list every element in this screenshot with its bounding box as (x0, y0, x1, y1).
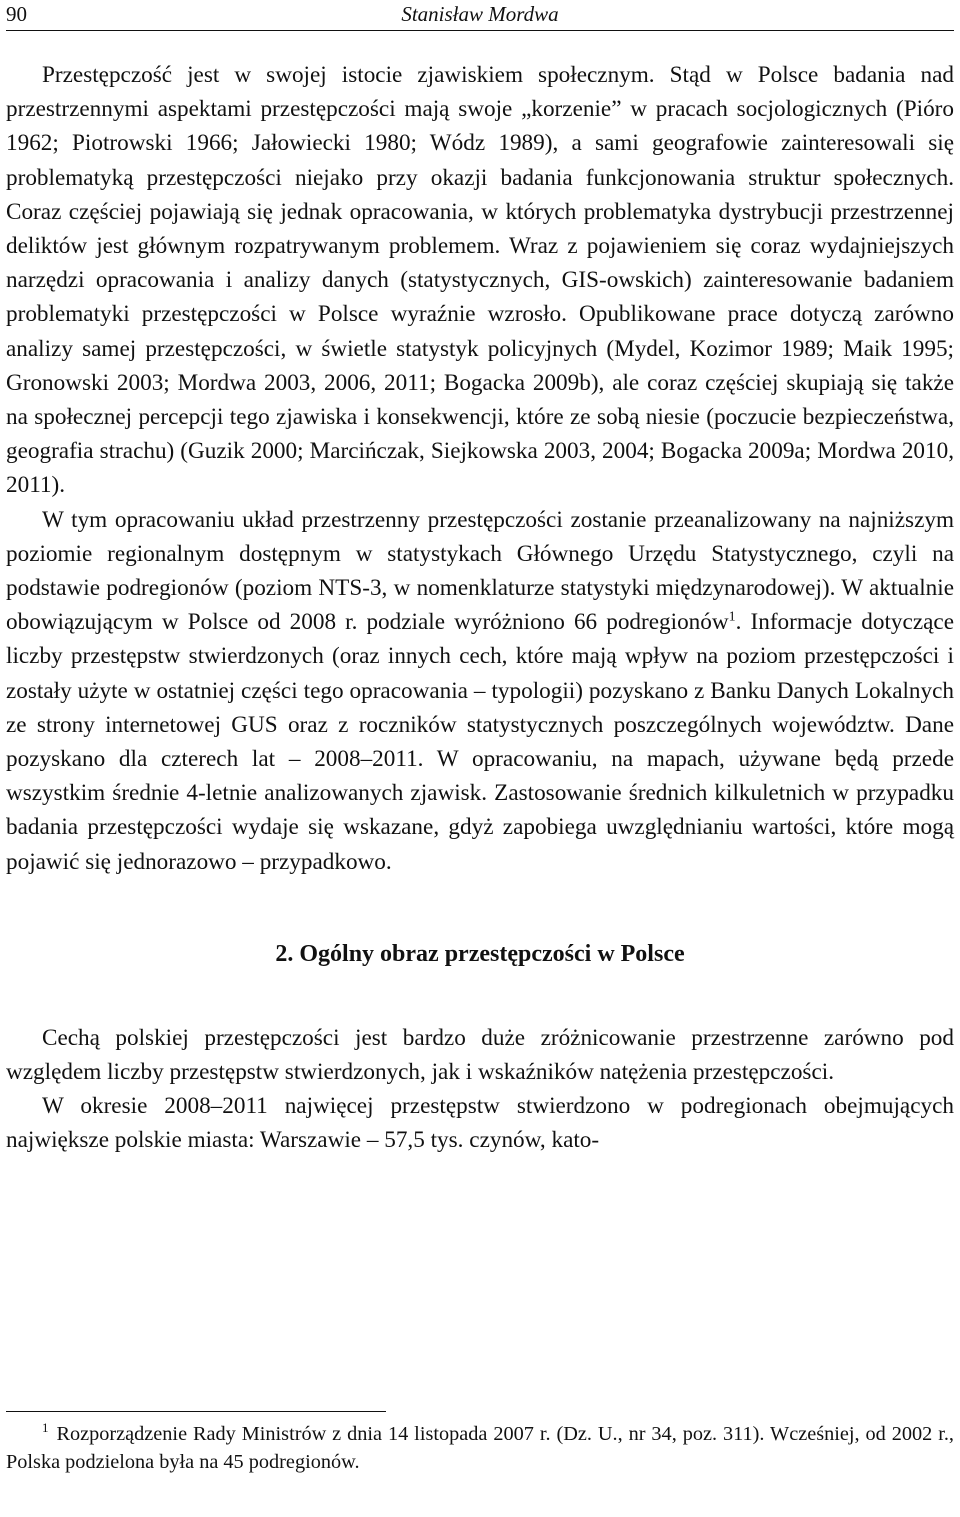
footnote-text: Rozporządzenie Rady Ministrów z dnia 14 listopada 2007 r. (Dz. U., nr 34, poz. 311). Wcześniej, od 2002 r., Polska podzielona była na 45 podregionów. (6, 1423, 954, 1473)
paragraph-2 (6, 503, 954, 879)
running-head: Stanisław Mordwa (401, 2, 559, 26)
paragraph-3: Cechą polskiej przestępczości jest bardzo duże zróżnicowanie przestrzenne zarówno pod względem liczby przestępstw stwierdzonych, jak i wskaźników natężenia przestępczości. (6, 1024, 954, 1086)
footnote-mark: 1 (42, 1420, 49, 1436)
paragraph-4: W okresie 2008–2011 najwięcej przestępstw stwierdzono w podregionach obejmujących największe polskie miasta: Warszawie – 57,5 tys. czynów, kato- (6, 1093, 954, 1154)
paragraph-1: Przestępczość jest w swojej istocie zjawiskiem społecznym. Stąd w Polsce badania nad przestrzennymi aspektami przestępczości mają swoje „korzenie” w pracach socjologicznych (Pióro 1962; Piotrowski 1966; Jałowiecki 1980; Wódz 1989), a sami geografowie zainteresowali się problematyką przestępczości niejako przy okazji badania funkcjonowania struktur społecznych. Coraz częściej pojawiają się jednak opracowania, w których problematyka dystrybucji przestrzennej deliktów jest głównym rozpatrywanym problemem. Wraz z pojawieniem się coraz wydajniejszych narzędzi opracowania i analizy danych (statystycznych, GIS-owskich) zainteresowanie badaniem problematyki przestępczości w Polsce wyraźnie wzrosło. Opublikowane prace dotyczą zarówno analizy samej przestępczości, w świetle statystyk policyjnych (Mydel, Kozimor 1989; Maik 1995; Gronowski 2003; Mordwa 2003, 2006, 2011; Bogacka 2009b), ale coraz częściej skupiają się także na społecznej percepcji tego zjawiska i konsekwencji, które ze sobą niesie (poczucie bezpieczeństwa, geografia strachu) (Guzik 2000; Marcińczak, Siejkowska 2003, 2004; Bogacka 2009a; Mordwa 2010, 2011). (6, 62, 954, 499)
footnote-divider (6, 1411, 386, 1412)
footnote (6, 1420, 954, 1476)
paragraph-2-text-b: . Informacje dotyczące liczby przestępstw stwierdzonych (oraz innych cech, które mają wpływ na poziom przestępczości i zostały użyte w ostatniej części tego opracowania – typologii) pozyskano z Banku Danych Lokalnych ze strony internetowej GUS oraz z roczników statystycznych poszczególnych województw. Dane pozyskano dla czterech lat – 2008–2011. W opracowaniu, na mapach, używane będą przede wszystkim średnie 4-letnie analizowanych zjawisk. Zastosowanie średnich kilkuletnich w przypadku badania przestępczości wydaje się wskazane, gdyż zapobiega uwzględnianiu wartości, które mogą pojawić się jednorazowo – przypadkowo. (6, 609, 954, 875)
page-header (6, 0, 954, 31)
section-heading: 2. Ogólny obraz przestępczości w Polsce (275, 940, 685, 967)
body-text (6, 58, 954, 1158)
paragraph-2-text-a: W tym opracowaniu układ przestrzenny przestępczości zostanie przeanalizowany na najniższym poziomie regionalnym dostępnym w statystykach Głównego Urzędu Statystycznego, czyli na podstawie podregionów (poziom NTS-3, w nomenklaturze statystyki międzynarodowej). W aktualnie obowiązującym w Polsce od 2008 r. podziale wyróżniono 66 podregionów (6, 506, 954, 636)
footnote-ref: 1 (728, 609, 736, 625)
page-number: 90 (6, 2, 27, 26)
